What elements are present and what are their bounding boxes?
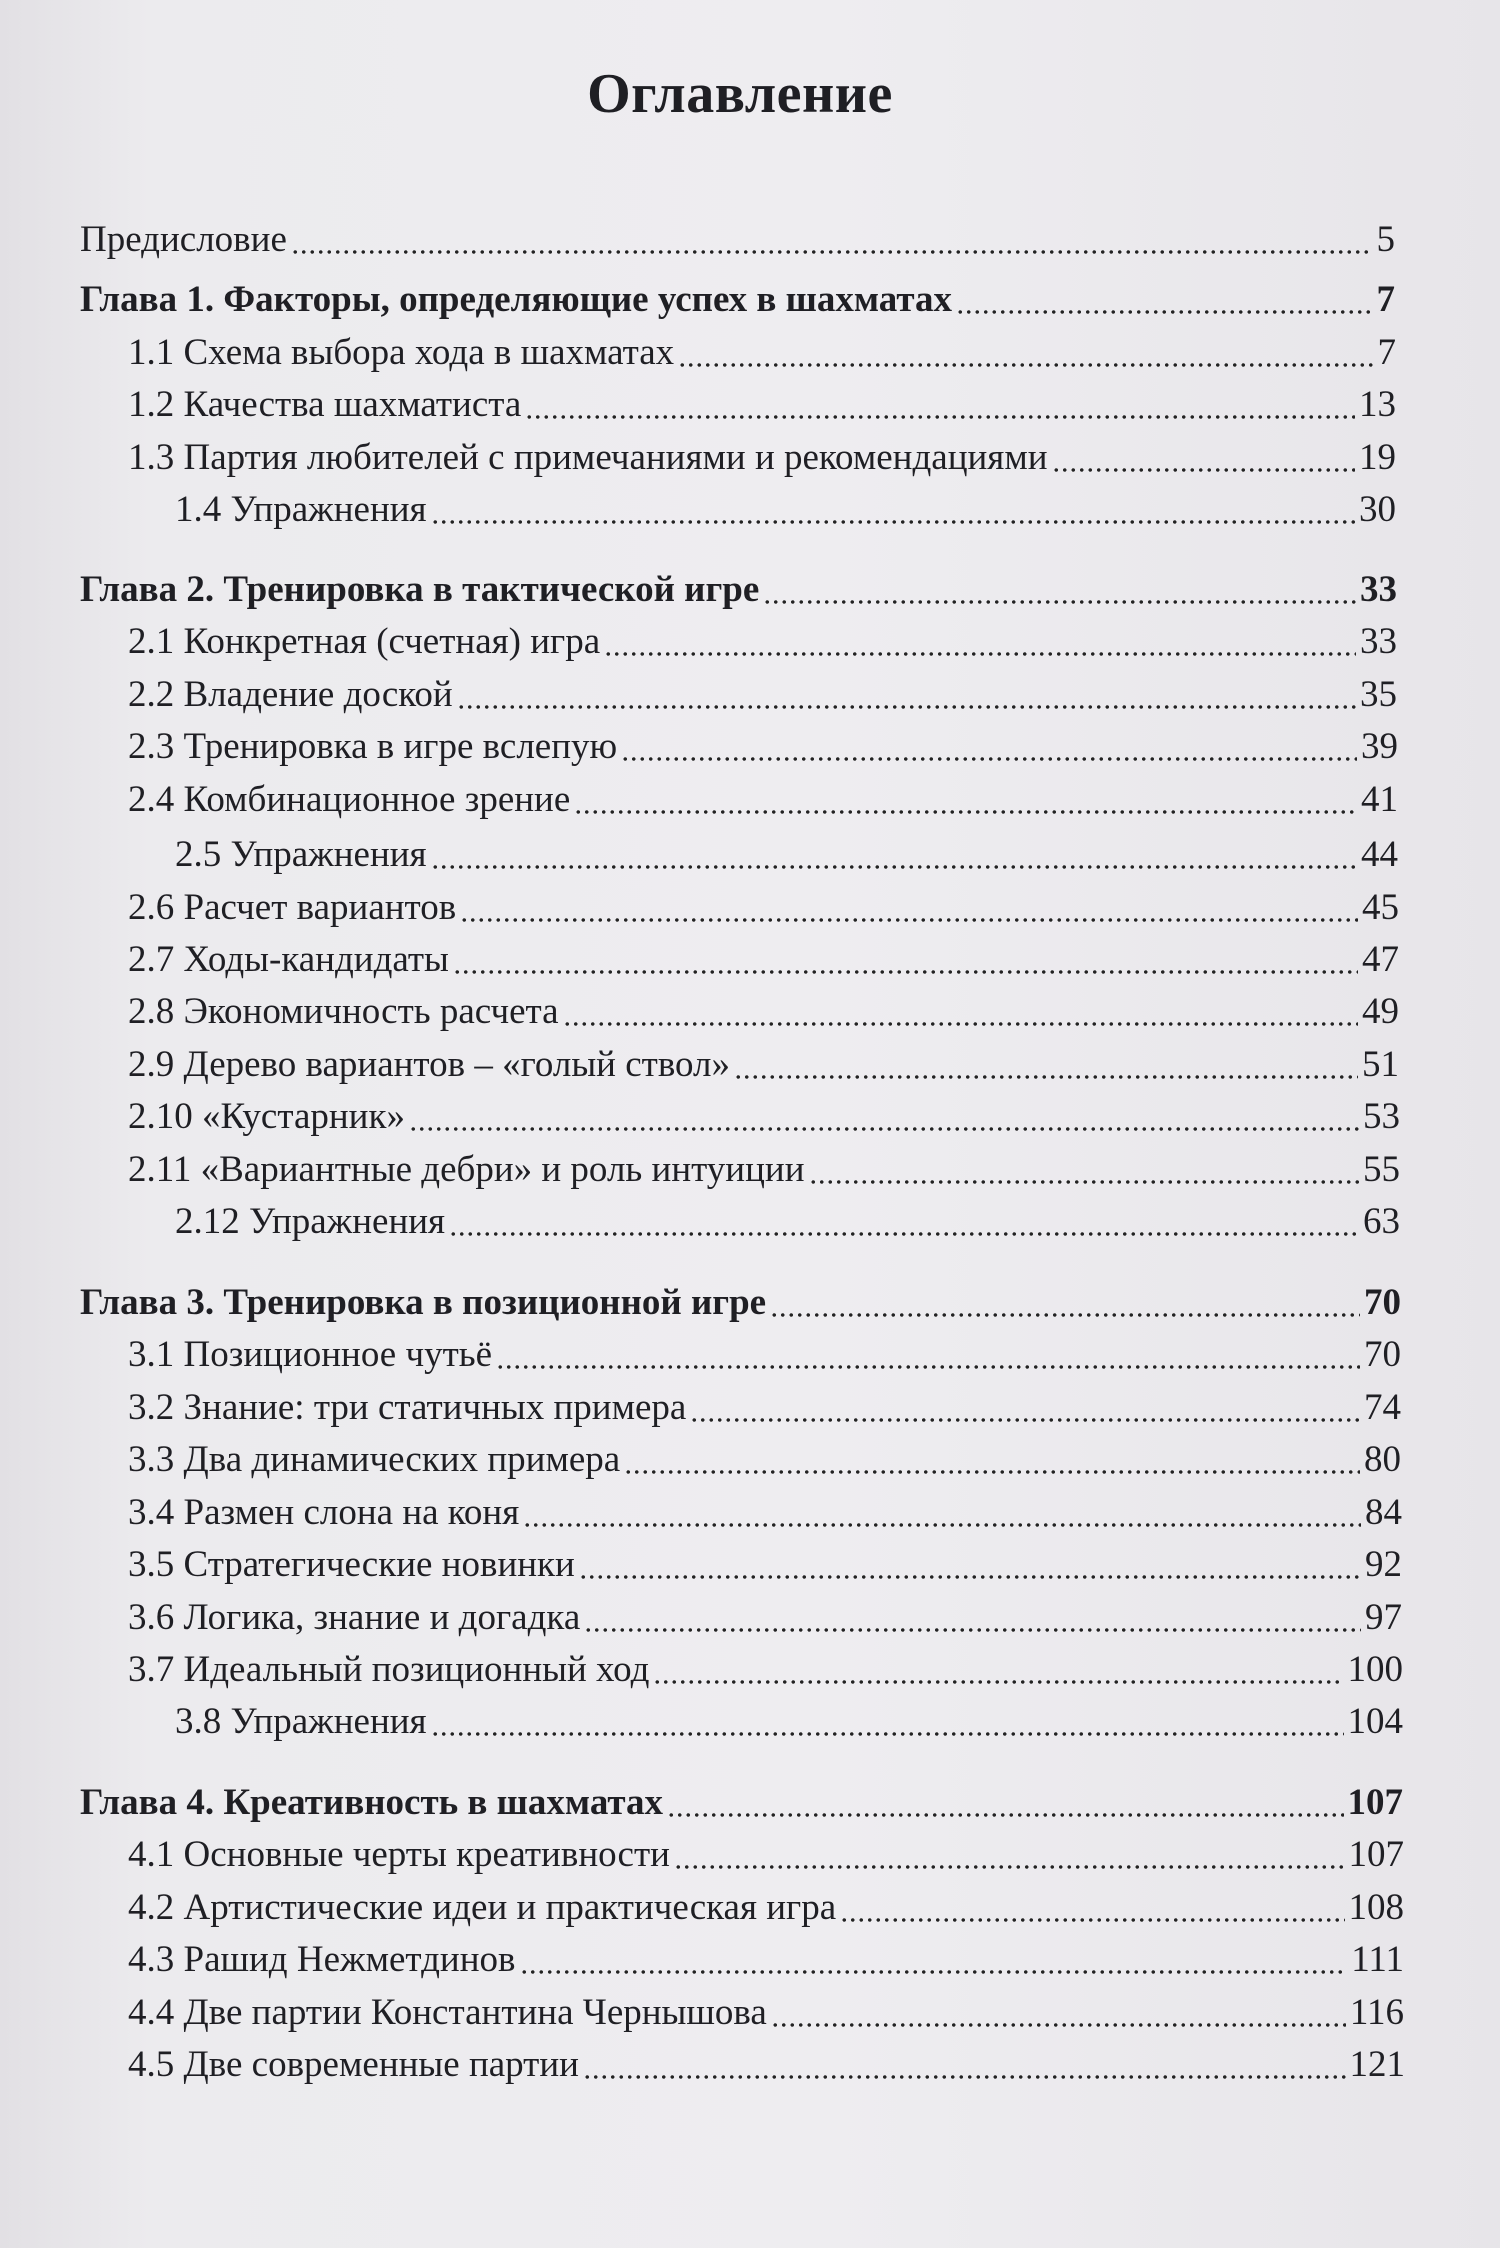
dot-leader <box>621 756 1357 762</box>
toc-entry-title: 2.12 Упражнения <box>175 1201 446 1242</box>
toc-entry-page: 111 <box>1351 1939 1404 1980</box>
toc-entry-page: 35 <box>1360 674 1397 715</box>
toc-entry-page: 51 <box>1362 1044 1399 1085</box>
toc-entry-title: 3.6 Логика, знание и догадка <box>128 1597 581 1638</box>
dot-leader <box>667 1812 1343 1818</box>
toc-entry-title: 2.2 Владение доской <box>128 674 453 715</box>
toc-entry <box>128 617 1397 667</box>
toc-entry-page: 53 <box>1363 1096 1400 1137</box>
toc-entry-title: 1.3 Партия любителей с примечаниями и рекомендациями <box>128 437 1048 478</box>
toc-entry <box>128 1383 1401 1433</box>
toc-entry-title: 3.1 Позиционное чутьё <box>128 1334 493 1375</box>
toc-entry <box>128 2040 1405 2090</box>
dot-leader <box>771 2022 1346 2028</box>
dot-leader <box>563 1021 1358 1027</box>
toc-entry <box>175 485 1396 535</box>
toc-chapter <box>80 275 1395 325</box>
toc-entry-page: 49 <box>1362 991 1399 1032</box>
toc-entry-title: 4.2 Артистические идеи и практическая игра <box>128 1887 837 1928</box>
toc-entry-page: 70 <box>1364 1282 1401 1323</box>
toc-entry-title: 3.3 Два динамических примера <box>128 1439 621 1480</box>
toc-entry-page: 39 <box>1361 726 1398 767</box>
toc-entry-page: 41 <box>1361 779 1398 820</box>
dot-leader <box>604 651 1356 657</box>
toc-chapter <box>80 1778 1403 1828</box>
toc-entry-title: 4.4 Две партии Константина Чернышова <box>128 1992 767 2033</box>
toc-entry-page: 108 <box>1348 1887 1404 1928</box>
toc-entry-title: Глава 4. Креативность в шахматах <box>80 1782 664 1823</box>
dot-leader <box>431 864 1357 870</box>
toc-entry-page: 33 <box>1360 621 1397 662</box>
dot-leader <box>431 1731 1344 1737</box>
toc-entry-page: 55 <box>1363 1149 1400 1190</box>
toc-entry-page: 116 <box>1349 1992 1404 2033</box>
dot-leader <box>574 809 1357 815</box>
dot-leader <box>956 309 1373 315</box>
dot-leader <box>525 414 1355 420</box>
toc-entry-title: 2.9 Дерево вариантов – «голый ствол» <box>128 1044 731 1085</box>
dot-leader <box>409 1126 1359 1132</box>
dot-leader <box>770 1312 1360 1318</box>
toc-entry-title: 2.11 «Вариантные дебри» и роль интуиции <box>128 1149 805 1190</box>
toc-entry-title: 3.2 Знание: три статичных примера <box>128 1387 687 1428</box>
page-title: Оглавление <box>587 63 893 125</box>
toc-entry-page: 121 <box>1349 2044 1405 2085</box>
dot-leader <box>523 1522 1361 1528</box>
toc-entry <box>128 1488 1402 1538</box>
dot-leader <box>449 1231 1359 1237</box>
toc-entry <box>128 1935 1404 1985</box>
dot-leader <box>624 1469 1360 1475</box>
toc-entry-title: 3.7 Идеальный позиционный ход <box>128 1649 650 1690</box>
dot-leader <box>734 1074 1358 1080</box>
toc-entry-page: 30 <box>1359 489 1396 530</box>
toc-entry <box>128 1092 1400 1142</box>
toc-entry <box>128 1883 1404 1933</box>
toc-entry-title: 3.8 Упражнения <box>175 1701 427 1742</box>
toc-entry-title: 2.8 Экономичность расчета <box>128 991 559 1032</box>
toc-entry-title: 4.1 Основные черты креативности <box>128 1834 670 1875</box>
toc-entry-page: 7 <box>1376 279 1395 320</box>
toc-entry <box>128 1593 1402 1643</box>
dot-leader <box>653 1679 1343 1685</box>
toc-entry-page: 33 <box>1360 569 1397 610</box>
toc-entry-page: 97 <box>1365 1597 1402 1638</box>
toc-entry <box>128 775 1398 825</box>
dot-leader <box>763 599 1356 605</box>
toc-entry-title: Глава 1. Факторы, определяющие успех в шахматах <box>80 279 952 320</box>
toc-entry <box>128 328 1396 378</box>
toc-entry <box>128 935 1399 985</box>
toc-entry <box>128 722 1398 772</box>
toc-entry-title: 2.1 Конкретная (счетная) игра <box>128 621 601 662</box>
dot-leader <box>460 917 1358 923</box>
dot-leader <box>690 1417 1360 1423</box>
dot-leader <box>520 1969 1348 1975</box>
toc-entry <box>128 1145 1400 1195</box>
toc-entry-page: 13 <box>1359 384 1396 425</box>
toc-entry-title: 2.4 Комбинационное зрение <box>128 779 571 820</box>
toc-entry-title: Глава 2. Тренировка в тактической игре <box>80 569 760 610</box>
toc-entry <box>175 830 1398 880</box>
toc-entry-title: 2.3 Тренировка в игре вслепую <box>128 726 618 767</box>
toc-entry-title: Глава 3. Тренировка в позиционной игре <box>80 1282 767 1323</box>
toc-entry-page: 104 <box>1347 1701 1403 1742</box>
toc-entry-page: 47 <box>1362 939 1399 980</box>
dot-leader <box>674 1864 1345 1870</box>
toc-entry <box>128 883 1399 933</box>
toc-entry-page: 92 <box>1365 1544 1402 1585</box>
toc-entry-page: 63 <box>1363 1201 1400 1242</box>
toc-entry <box>128 1830 1404 1880</box>
toc-entry <box>128 1040 1399 1090</box>
dot-leader <box>457 704 1356 710</box>
toc-entry-page: 45 <box>1362 887 1399 928</box>
toc-entry <box>128 1330 1401 1380</box>
toc-entry <box>128 1540 1402 1590</box>
toc-entry-page: 7 <box>1377 332 1396 373</box>
toc-entry-page: 84 <box>1365 1492 1402 1533</box>
toc-entry <box>128 380 1396 430</box>
toc-entry-title: 3.4 Размен слона на коня <box>128 1492 520 1533</box>
toc-entry-title: 1.2 Качества шахматиста <box>128 384 522 425</box>
toc-entry <box>128 670 1397 720</box>
toc-entry <box>80 215 1395 265</box>
toc-entry-page: 5 <box>1376 219 1395 260</box>
toc-entry-title: 2.5 Упражнения <box>175 834 427 875</box>
toc-entry-page: 19 <box>1359 437 1396 478</box>
toc-entry-page: 70 <box>1364 1334 1401 1375</box>
toc-entry-title: 2.6 Расчет вариантов <box>128 887 457 928</box>
toc-entry-title: Предисловие <box>80 219 287 260</box>
dot-leader <box>583 2074 1346 2080</box>
toc-entry <box>128 1435 1401 1485</box>
toc-chapter <box>80 1278 1401 1328</box>
dot-leader <box>840 1917 1344 1923</box>
toc-entry <box>128 987 1399 1037</box>
toc-entry-page: 107 <box>1347 1782 1403 1823</box>
toc-entry-title: 4.3 Рашид Нежметдинов <box>128 1939 516 1980</box>
dot-leader <box>453 969 1358 975</box>
toc-entry-title: 3.5 Стратегические новинки <box>128 1544 575 1585</box>
toc-entry-title: 1.4 Упражнения <box>175 489 427 530</box>
dot-leader <box>1052 467 1355 473</box>
toc-entry-page: 100 <box>1347 1649 1403 1690</box>
toc-entry <box>175 1697 1403 1747</box>
toc-entry-page: 107 <box>1348 1834 1404 1875</box>
toc-entry <box>128 1645 1403 1695</box>
dot-leader <box>678 362 1373 368</box>
dot-leader <box>291 249 1373 255</box>
toc-entry-page: 74 <box>1364 1387 1401 1428</box>
toc-entry-title: 1.1 Схема выбора хода в шахматах <box>128 332 675 373</box>
dot-leader <box>809 1179 1359 1185</box>
toc-entry-title: 2.10 «Кустарник» <box>128 1096 405 1137</box>
dot-leader <box>431 519 1355 525</box>
toc-entry-page: 80 <box>1364 1439 1401 1480</box>
toc-entry-title: 4.5 Две современные партии <box>128 2044 579 2085</box>
dot-leader <box>579 1574 1361 1580</box>
toc-entry-title: 2.7 Ходы-кандидаты <box>128 939 449 980</box>
dot-leader <box>584 1627 1361 1633</box>
dot-leader <box>496 1364 1360 1370</box>
toc-entry <box>128 433 1396 483</box>
toc-entry-page: 44 <box>1361 834 1398 875</box>
toc-entry <box>175 1197 1400 1247</box>
toc-chapter <box>80 565 1397 615</box>
toc-entry <box>128 1988 1404 2038</box>
